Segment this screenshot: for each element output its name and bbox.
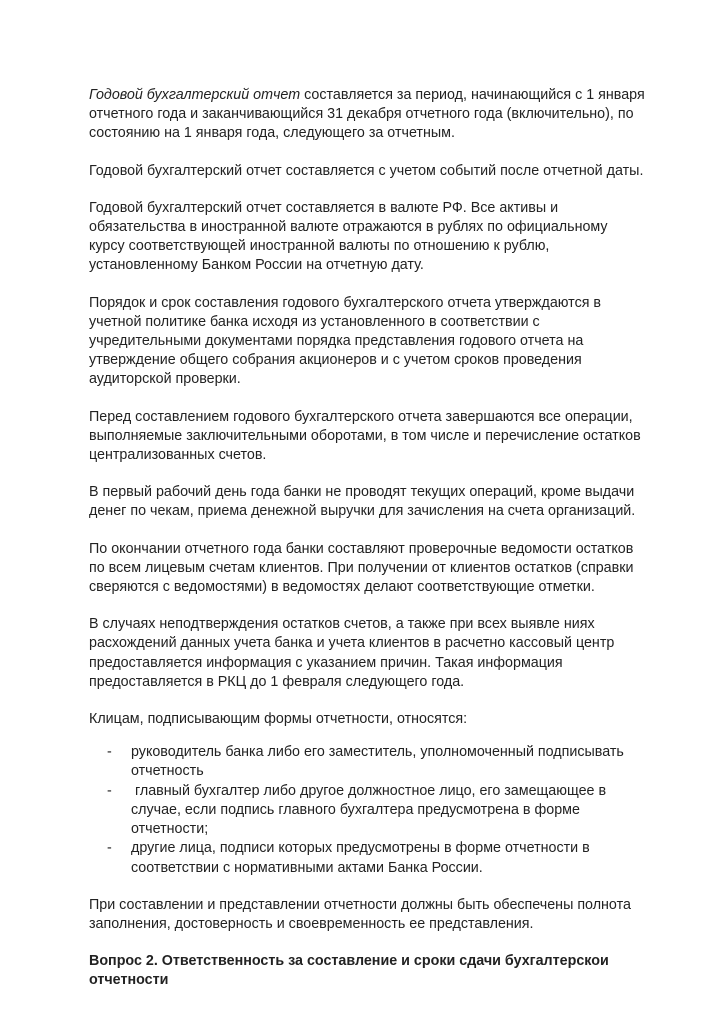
signatories-list	[89, 743, 645, 877]
list-item	[89, 782, 645, 840]
list-item	[89, 743, 645, 781]
paragraph-first-working-day: В первый рабочий день года банки не проводят текущих операций, кроме выдачи денег по чекам, приема денежной выручки для зачисления на счета организаций.	[89, 484, 636, 520]
document-body	[89, 86, 645, 991]
paragraph-completeness: При составлении и представлении отчетности должны быть обеспечены полнота заполнения, достоверность и своевременность ее представления.	[89, 896, 631, 932]
section-heading: Вопрос 2. Ответственность за составление и сроки сдачи бухгалтерскои отчетности	[89, 953, 609, 989]
paragraph-procedure: Порядок и срок составления годового бухгалтерского отчета утверждаются в учетной политике банка исходя из установленного в соответствии с учредительными документами порядка представления годового отчета на утверждение общего собрания акционеров и с учетом сроков проведения аудиторской проверки.	[89, 294, 602, 388]
paragraph-verification-statements: По окончании отчетного года банки составляют проверочные ведомости остатков по всем лицевым счетам клиентов. При получении от клиентов остатков (справки сверяются с ведомостями) в ведомостях делают соответствующие отметки.	[89, 540, 634, 596]
paragraph-closing-operations: Перед составлением годового бухгалтерского отчета завершаются все операции, выполняемые заключительными оборотами, в том числе и перечисление остатков централизованных счетов.	[89, 408, 641, 464]
paragraph-signatories-intro: Клицам, подписывающим формы отчетности, относятся:	[89, 711, 468, 728]
list-item-text: другие лица, подписи которых предусмотрены в форме отчетности в соответствии с нормативными актами Банка России.	[131, 840, 590, 876]
paragraph-text: составляется за период, начинающийся с 1 января отчетного года и заканчивающийся 31 декабря отчетного года (включительно), по состоянию на 1 января года, следующего за отчетным.	[89, 87, 645, 142]
list-marker: -	[107, 744, 112, 761]
list-item-text: руководитель банка либо его заместитель, уполномоченный подписывать отчетность	[131, 744, 624, 780]
list-marker: -	[107, 782, 112, 799]
emphasized-term: Годовой бухгалтерский отчет	[89, 87, 301, 103]
paragraph-events-after-date: Годовой бухгалтерский отчет составляется с учетом событий после отчетной даты.	[89, 162, 644, 179]
list-item-text: главный бухгалтер либо другое должностное лицо, его замещающее в случае, если подпись главного бухгалтера предусмотрена в форме отчетности;	[131, 782, 611, 838]
paragraph-discrepancies: В случаях неподтверждения остатков счетов, а также при всех выявле ниях расхождений данных учета банка и учета клиентов в расчетно кассовый центр предоставляется информация с указанием причин. Такая информация предоставляется в РКЦ до 1 февраля следующего года.	[89, 616, 615, 690]
paragraph-annual-report-period	[89, 86, 645, 144]
list-marker: -	[107, 840, 112, 857]
paragraph-currency: Годовой бухгалтерский отчет составляется в валюте РФ. Все активы и обязательства в иностранной валюте отражаются в рублях по официальному курсу соответствующей иностранной валюты по отношению к рублю, установленному Банком России на отчетную дату.	[89, 199, 608, 274]
list-item	[89, 839, 645, 877]
